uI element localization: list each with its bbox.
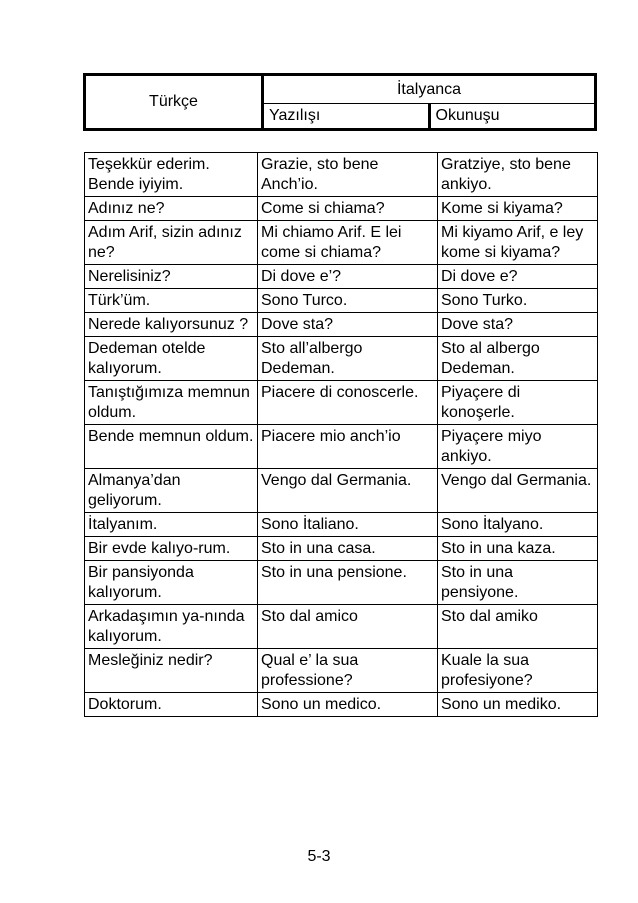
turkish-cell: Bende memnun oldum.	[85, 425, 258, 469]
italian-pronunciation-cell: Kome si kiyama?	[438, 197, 598, 221]
table-row	[85, 425, 598, 469]
turkish-cell: Arkadaşımın ya-nında kalıyorum.	[85, 605, 258, 649]
italian-pronunciation-cell: Mi kiyamo Arif, e ley kome si kiyama?	[438, 221, 598, 265]
table-row	[85, 469, 598, 513]
italian-written-cell: Come si chiama?	[258, 197, 438, 221]
table-row	[85, 537, 598, 561]
turkish-cell: Tanıştığımıza memnun oldum.	[85, 381, 258, 425]
italian-pronunciation-cell: Piyaçere miyo ankiyo.	[438, 425, 598, 469]
italian-written-cell: Piacere mio anch’io	[258, 425, 438, 469]
header-italyanca: İtalyanca	[263, 75, 596, 104]
italian-pronunciation-cell: Sto dal amiko	[438, 605, 598, 649]
page-number: 5-3	[307, 848, 331, 865]
italian-pronunciation-cell: Dove sta?	[438, 313, 598, 337]
table-row	[85, 381, 598, 425]
italian-written-cell: Sono un medico.	[258, 693, 438, 717]
table-row	[85, 513, 598, 537]
italian-pronunciation-cell: Di dove e?	[438, 265, 598, 289]
phrase-table-body	[85, 153, 598, 717]
header-okunusu: Okunuşu	[429, 104, 596, 130]
turkish-cell: Almanya’dan geliyorum.	[85, 469, 258, 513]
italian-written-cell: Mi chiamo Arif. E lei come si chiama?	[258, 221, 438, 265]
turkish-cell: Bir pansiyonda kalıyorum.	[85, 561, 258, 605]
italian-written-cell: Sono Turco.	[258, 289, 438, 313]
italian-written-cell: Di dove e’?	[258, 265, 438, 289]
italian-written-cell: Qual e’ la sua professione?	[258, 649, 438, 693]
italian-pronunciation-cell: Sono un mediko.	[438, 693, 598, 717]
italian-pronunciation-cell: Sto in una kaza.	[438, 537, 598, 561]
italian-pronunciation-cell: Sto in una pensiyone.	[438, 561, 598, 605]
italian-written-cell: Sto in una casa.	[258, 537, 438, 561]
table-row	[85, 561, 598, 605]
turkish-cell: Adım Arif, sizin adınız ne?	[85, 221, 258, 265]
table-row	[85, 605, 598, 649]
italian-written-cell: Dove sta?	[258, 313, 438, 337]
italian-written-cell: Sto in una pensione.	[258, 561, 438, 605]
table-row	[85, 337, 598, 381]
table-row	[85, 265, 598, 289]
italian-pronunciation-cell: Sto al albergo Dedeman.	[438, 337, 598, 381]
header-table	[83, 73, 597, 131]
turkish-cell: Dedeman otelde kalıyorum.	[85, 337, 258, 381]
turkish-cell: İtalyanım.	[85, 513, 258, 537]
turkish-cell: Teşekkür ederim. Bende iyiyim.	[85, 153, 258, 197]
phrase-table	[84, 152, 598, 717]
italian-pronunciation-cell: Gratziye, sto bene ankiyo.	[438, 153, 598, 197]
turkish-cell: Nerelisiniz?	[85, 265, 258, 289]
table-row	[85, 153, 598, 197]
italian-pronunciation-cell: Kuale la sua profesiyone?	[438, 649, 598, 693]
turkish-cell: Türk’üm.	[85, 289, 258, 313]
table-row	[85, 221, 598, 265]
table-row	[85, 693, 598, 717]
turkish-cell: Nerede kalıyorsunuz ?	[85, 313, 258, 337]
italian-written-cell: Sto all’albergo Dedeman.	[258, 337, 438, 381]
italian-pronunciation-cell: Piyaçere di konoşerle.	[438, 381, 598, 425]
table-row	[85, 197, 598, 221]
table-row	[85, 649, 598, 693]
italian-written-cell: Piacere di conoscerle.	[258, 381, 438, 425]
italian-pronunciation-cell: Sono İtalyano.	[438, 513, 598, 537]
italian-written-cell: Sono İtaliano.	[258, 513, 438, 537]
italian-written-cell: Sto dal amico	[258, 605, 438, 649]
italian-pronunciation-cell: Vengo dal Germania.	[438, 469, 598, 513]
italian-written-cell: Vengo dal Germania.	[258, 469, 438, 513]
header-yazilisi: Yazılışı	[263, 104, 430, 130]
turkish-cell: Doktorum.	[85, 693, 258, 717]
table-row	[85, 289, 598, 313]
table-row	[85, 313, 598, 337]
italian-written-cell: Grazie, sto bene Anch’io.	[258, 153, 438, 197]
turkish-cell: Mesleğiniz nedir?	[85, 649, 258, 693]
header-turkce: Türkçe	[85, 75, 263, 130]
italian-pronunciation-cell: Sono Turko.	[438, 289, 598, 313]
turkish-cell: Adınız ne?	[85, 197, 258, 221]
turkish-cell: Bir evde kalıyo-rum.	[85, 537, 258, 561]
